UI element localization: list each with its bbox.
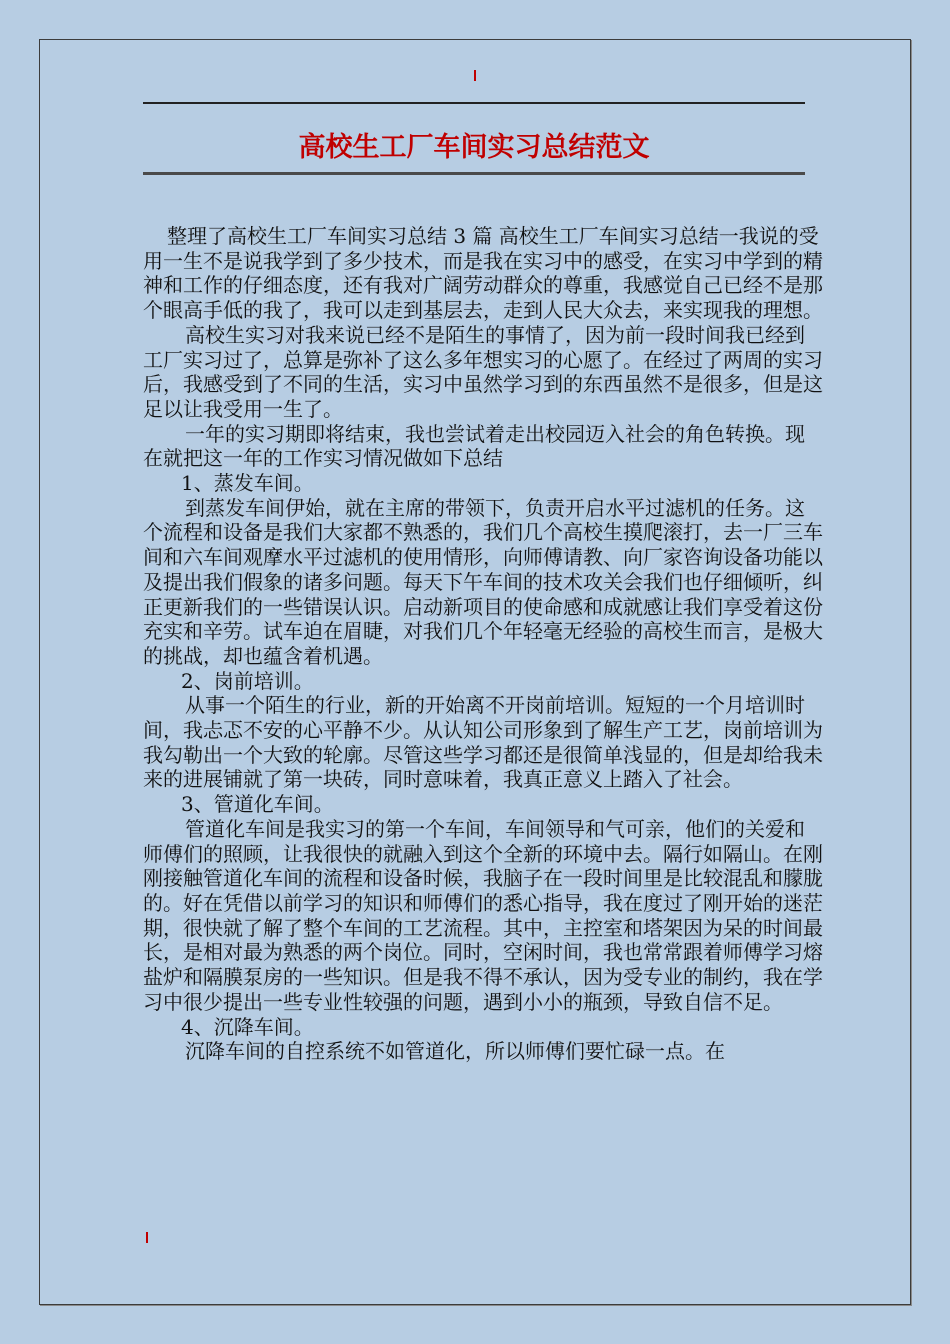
paragraph-pipeline: 管道化车间是我实习的第一个车间，车间领导和气可亲，他们的关爱和师傅们的照顾，让我很快的就融入到这个全新的环境中去。隔行如隔山。在刚刚接触管道化车间的流程和设备时候，我脑子在一段时间里是比较混乱和朦胧的。好在凭借以前学习的知识和师傅们的悉心指导，我在度过了刚开始的迷茫期，很快就了解了整个车间的工艺流程。其中，主控室和塔架因为呆的时间最长，是相对最为熟悉的两个岗位。同时，空闲时间，我也常常跟着师傅学习熔盐炉和隔膜泵房的一些知识。但是我不得不承认，因为受专业的制约，我在学习中很少提出一些专业性较强的问题，遇到小小的瓶颈，导致自信不足。	[143, 816, 823, 1014]
title-underline	[143, 172, 805, 175]
header-rule	[143, 102, 805, 104]
header-mark	[474, 70, 476, 81]
paragraph-intro: 整理了高校生工厂车间实习总结 3 篇 高校生工厂车间实习总结一我说的受用一生不是说我学到了多少技术，而是我在实习中的感受，在实习中学到的精神和工作的仔细态度，还有我对广阔劳动群众的尊重，我感觉自己已经不是那个眼高手低的我了，我可以走到基层去，走到人民大众去，来实现我的理想。	[143, 224, 823, 323]
paragraph-summary-lead: 一年的实习期即将结束，我也尝试着走出校园迈入社会的角色转换。现在就把这一年的工作实习情况做如下总结	[143, 421, 805, 471]
footer-mark	[146, 1232, 148, 1243]
paragraph-settling: 沉降车间的自控系统不如管道化，所以师傅们要忙碌一点。在	[185, 1039, 725, 1064]
section-heading-training: 2、岗前培训。	[181, 668, 314, 693]
paragraph-evaporation: 到蒸发车间伊始，就在主席的带领下，负责开启水平过滤机的任务。这个流程和设备是我们大家都不熟悉的，我们几个高校生摸爬滚打，去一厂三车间和六车间观摩水平过滤机的使用情形，向师傅请教、向厂家咨询设备功能以及提出我们假象的诸多问题。每天下午车间的技术攻关会我们也仔细倾听，纠正更新我们的一些错误认识。启动新项目的使命感和成就感让我们享受着这份充实和辛劳。试车迫在眉睫，对我们几个年轻毫无经验的高校生而言，是极大的挑战，却也蕴含着机遇。	[143, 495, 823, 668]
section-heading-settling: 4、沉降车间。	[181, 1014, 314, 1039]
paragraph-training: 从事一个陌生的行业，新的开始离不开岗前培训。短短的一个月培训时间，我忐忑不安的心平静不少。从认知公司形象到了解生产工艺，岗前培训为我勾勒出一个大致的轮廓。尽管这些学习都还是很简单浅显的，但是却给我未来的进展铺就了第一块砖，同时意味着，我真正意义上踏入了社会。	[143, 693, 823, 792]
section-heading-evaporation: 1、蒸发车间。	[181, 471, 314, 496]
document-body	[143, 224, 823, 1064]
paragraph-experience: 高校生实习对我来说已经不是陌生的事情了，因为前一段时间我已经到工厂实习过了，总算是弥补了这么多年想实习的心愿了。在经过了两周的实习后，我感受到了不同的生活，实习中虽然学习到的东西虽然不是很多，但是这足以让我受用一生了。	[143, 322, 823, 421]
document-title: 高校生工厂车间实习总结范文	[298, 132, 650, 163]
section-heading-pipeline: 3、管道化车间。	[181, 792, 334, 817]
